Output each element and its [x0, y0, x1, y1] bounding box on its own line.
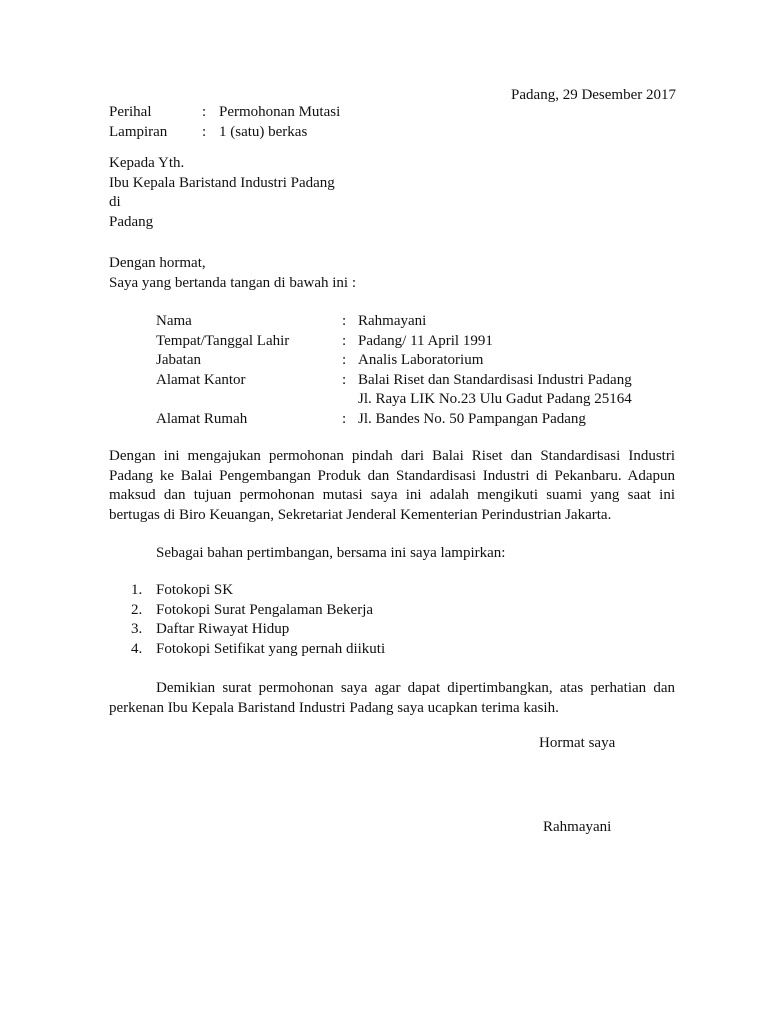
intro-line: Saya yang bertanda tangan di bawah ini : — [109, 274, 357, 291]
list-text: Fotokopi SK — [156, 582, 234, 598]
list-number: 3. — [131, 621, 143, 637]
detail-value: Rahmayani — [358, 313, 427, 329]
list-number: 4. — [131, 640, 143, 657]
list-number: 1. — [131, 582, 143, 598]
letter-date: Padang, 29 Desember 2017 — [511, 87, 676, 103]
detail-value-line: Jl. Raya LIK No.23 Ulu Gadut Padang 25164 — [358, 391, 632, 407]
meta-value: 1 (satu) berkas — [219, 123, 308, 140]
list-item — [131, 601, 385, 621]
meta-value: Permohonan Mutasi — [219, 104, 341, 120]
recipient-line: Kepada Yth. — [109, 155, 185, 171]
meta-row-subject — [109, 103, 340, 123]
meta-label: Perihal — [109, 104, 152, 120]
list-item — [131, 640, 385, 660]
attachment-list — [131, 581, 385, 659]
list-text: Fotokopi Setifikat yang pernah diikuti — [156, 640, 386, 657]
meta-row-attachment — [109, 123, 340, 143]
recipient-address — [109, 154, 335, 232]
recipient-line: Padang — [109, 213, 154, 230]
detail-value: Analis Laboratorium — [358, 352, 484, 368]
detail-label: Nama — [156, 313, 192, 329]
detail-row — [156, 410, 632, 430]
letter-opening — [109, 254, 356, 293]
greeting: Dengan hormat, — [109, 255, 206, 271]
signer-name: Rahmayani — [543, 819, 612, 835]
detail-label: Tempat/Tanggal Lahir — [156, 332, 290, 349]
detail-row — [156, 332, 632, 352]
detail-value-line: Balai Riset dan Standardisasi Industri Padang — [358, 371, 632, 388]
detail-row — [156, 351, 632, 371]
detail-colon: : — [342, 410, 347, 427]
detail-colon: : — [342, 313, 347, 329]
detail-colon: : — [342, 371, 347, 388]
paragraph-closing: Demikian surat permohonan saya agar dapat dipertimbangkan, atas perhatian dan perkenan Ibu Kepala Baristand Industri Padang saya ucapkan terima kasih. — [109, 680, 675, 716]
detail-label: Alamat Kantor — [156, 371, 246, 388]
recipient-line: Ibu Kepala Baristand Industri Padang — [109, 174, 335, 191]
list-item — [131, 581, 385, 601]
detail-colon: : — [342, 332, 347, 349]
paragraph-attachment-intro: Sebagai bahan pertimbangan, bersama ini saya lampirkan: — [156, 545, 506, 561]
list-text: Fotokopi Surat Pengalaman Bekerja — [156, 601, 374, 618]
meta-label: Lampiran — [109, 123, 168, 140]
detail-value — [358, 371, 632, 410]
letter-meta — [109, 103, 340, 142]
detail-label: Alamat Rumah — [156, 410, 248, 427]
personal-details — [156, 312, 632, 429]
list-item — [131, 620, 385, 640]
detail-row — [156, 312, 632, 332]
detail-row — [156, 371, 632, 410]
detail-label: Jabatan — [156, 352, 201, 368]
list-number: 2. — [131, 601, 143, 618]
meta-colon: : — [202, 123, 207, 140]
list-text: Daftar Riwayat Hidup — [156, 621, 290, 637]
detail-value: Padang/ 11 April 1991 — [358, 332, 493, 349]
detail-value: Jl. Bandes No. 50 Pampangan Padang — [358, 410, 586, 427]
detail-colon: : — [342, 352, 347, 368]
paragraph-request: Dengan ini mengajukan permohonan pindah dari Balai Riset dan Standardisasi Industri Padang ke Balai Pengembangan Produk dan Standardisasi Industri di Pekanbaru. Adapun maksud dan tujuan permohonan mutasi saya ini adalah mengikuti suami yang saat ini bertugas di Biro Keuangan, Sekretariat Jenderal Kementerian Perindustrian Jakarta. — [109, 448, 675, 523]
meta-colon: : — [202, 104, 207, 120]
closing-salutation: Hormat saya — [539, 735, 616, 751]
recipient-line: di — [109, 194, 121, 210]
